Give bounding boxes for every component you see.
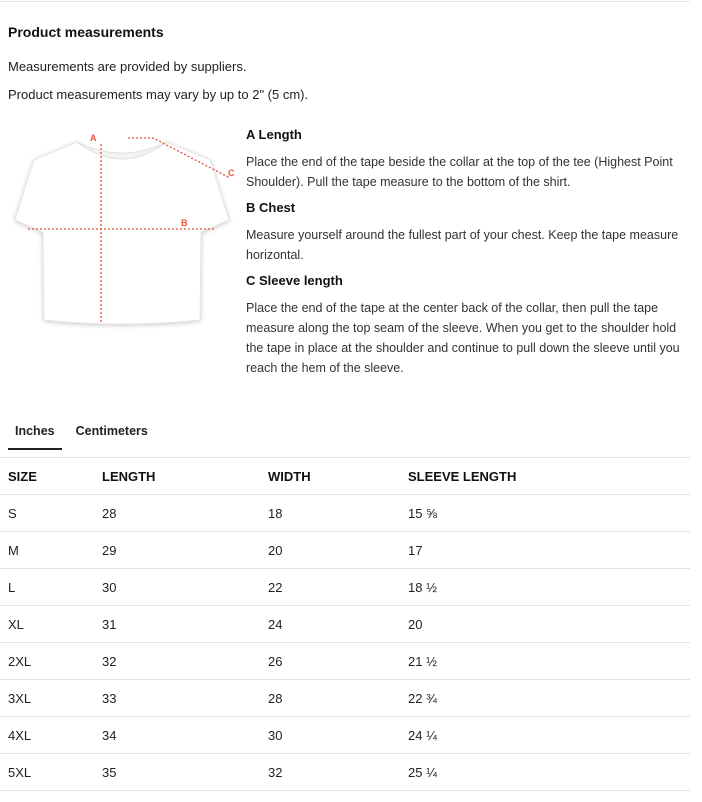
cell-width: 24 (260, 606, 400, 643)
cell-sleeve-length: 15 ⅝ (400, 495, 690, 532)
cell-width: 22 (260, 569, 400, 606)
table-row (0, 754, 690, 791)
cell-width: 28 (260, 680, 400, 717)
header-length: LENGTH (94, 458, 260, 495)
table-row (0, 569, 690, 606)
table-header-row (0, 458, 690, 495)
top-divider (0, 1, 690, 2)
supplier-note: Measurements are provided by suppliers. (8, 59, 247, 74)
table-row (0, 532, 690, 569)
table-row (0, 643, 690, 680)
cell-sleeve-length: 20 (400, 606, 690, 643)
cell-length: 32 (94, 643, 260, 680)
cell-size: 4XL (0, 717, 94, 754)
measurement-instructions (246, 126, 692, 385)
table-row (0, 495, 690, 532)
table-row (0, 717, 690, 754)
length-text: Place the end of the tape beside the collar at the top of the tee (Highest Point Shoulder). Pull the tape measure to the bottom of the shirt. (246, 155, 673, 189)
cell-length: 28 (94, 495, 260, 532)
cell-sleeve-length: 25 ¼ (400, 754, 690, 791)
cell-width: 30 (260, 717, 400, 754)
cell-length: 29 (94, 532, 260, 569)
variance-note: Product measurements may vary by up to 2" (5 cm). (8, 87, 309, 102)
length-heading: A Length (246, 127, 302, 142)
page-title: Product measurements (8, 24, 164, 40)
cell-sleeve-length: 18 ½ (400, 569, 690, 606)
cell-length: 33 (94, 680, 260, 717)
header-sleeve-length: SLEEVE LENGTH (400, 458, 690, 495)
cell-width: 26 (260, 643, 400, 680)
tab-inches[interactable]: Inches (8, 418, 62, 450)
label-b: B (181, 218, 188, 228)
cell-size: S (0, 495, 94, 532)
cell-length: 35 (94, 754, 260, 791)
cell-sleeve-length: 17 (400, 532, 690, 569)
chest-heading: B Chest (246, 200, 296, 215)
table-row (0, 680, 690, 717)
cell-width: 32 (260, 754, 400, 791)
tshirt-diagram (10, 128, 238, 356)
tshirt-icon (10, 128, 238, 356)
tab-centimeters[interactable]: Centimeters (75, 424, 148, 438)
cell-size: 5XL (0, 754, 94, 791)
unit-tabs (8, 418, 162, 450)
cell-size: L (0, 569, 94, 606)
cell-sleeve-length: 22 ¾ (400, 680, 690, 717)
cell-length: 30 (94, 569, 260, 606)
sleeve-heading: C Sleeve length (246, 273, 343, 288)
cell-width: 20 (260, 532, 400, 569)
sleeve-text: Place the end of the tape at the center back of the collar, then pull the tape measure along the top seam of the sleeve. When you get to the shoulder hold the tape in place at the shoulder and continue to pull down the sleeve until you reach the hem of the sleeve. (246, 301, 680, 375)
label-a: A (90, 133, 97, 143)
header-width: WIDTH (260, 458, 400, 495)
cell-size: XL (0, 606, 94, 643)
chest-text: Measure yourself around the fullest part of your chest. Keep the tape measure horizontal. (246, 228, 679, 262)
label-c: C (228, 168, 235, 178)
cell-sleeve-length: 21 ½ (400, 643, 690, 680)
cell-length: 34 (94, 717, 260, 754)
cell-size: 2XL (0, 643, 94, 680)
cell-sleeve-length: 24 ¼ (400, 717, 690, 754)
cell-width: 18 (260, 495, 400, 532)
cell-size: 3XL (0, 680, 94, 717)
table-row (0, 606, 690, 643)
size-table (0, 457, 690, 791)
header-size: SIZE (0, 458, 94, 495)
cell-size: M (0, 532, 94, 569)
cell-length: 31 (94, 606, 260, 643)
